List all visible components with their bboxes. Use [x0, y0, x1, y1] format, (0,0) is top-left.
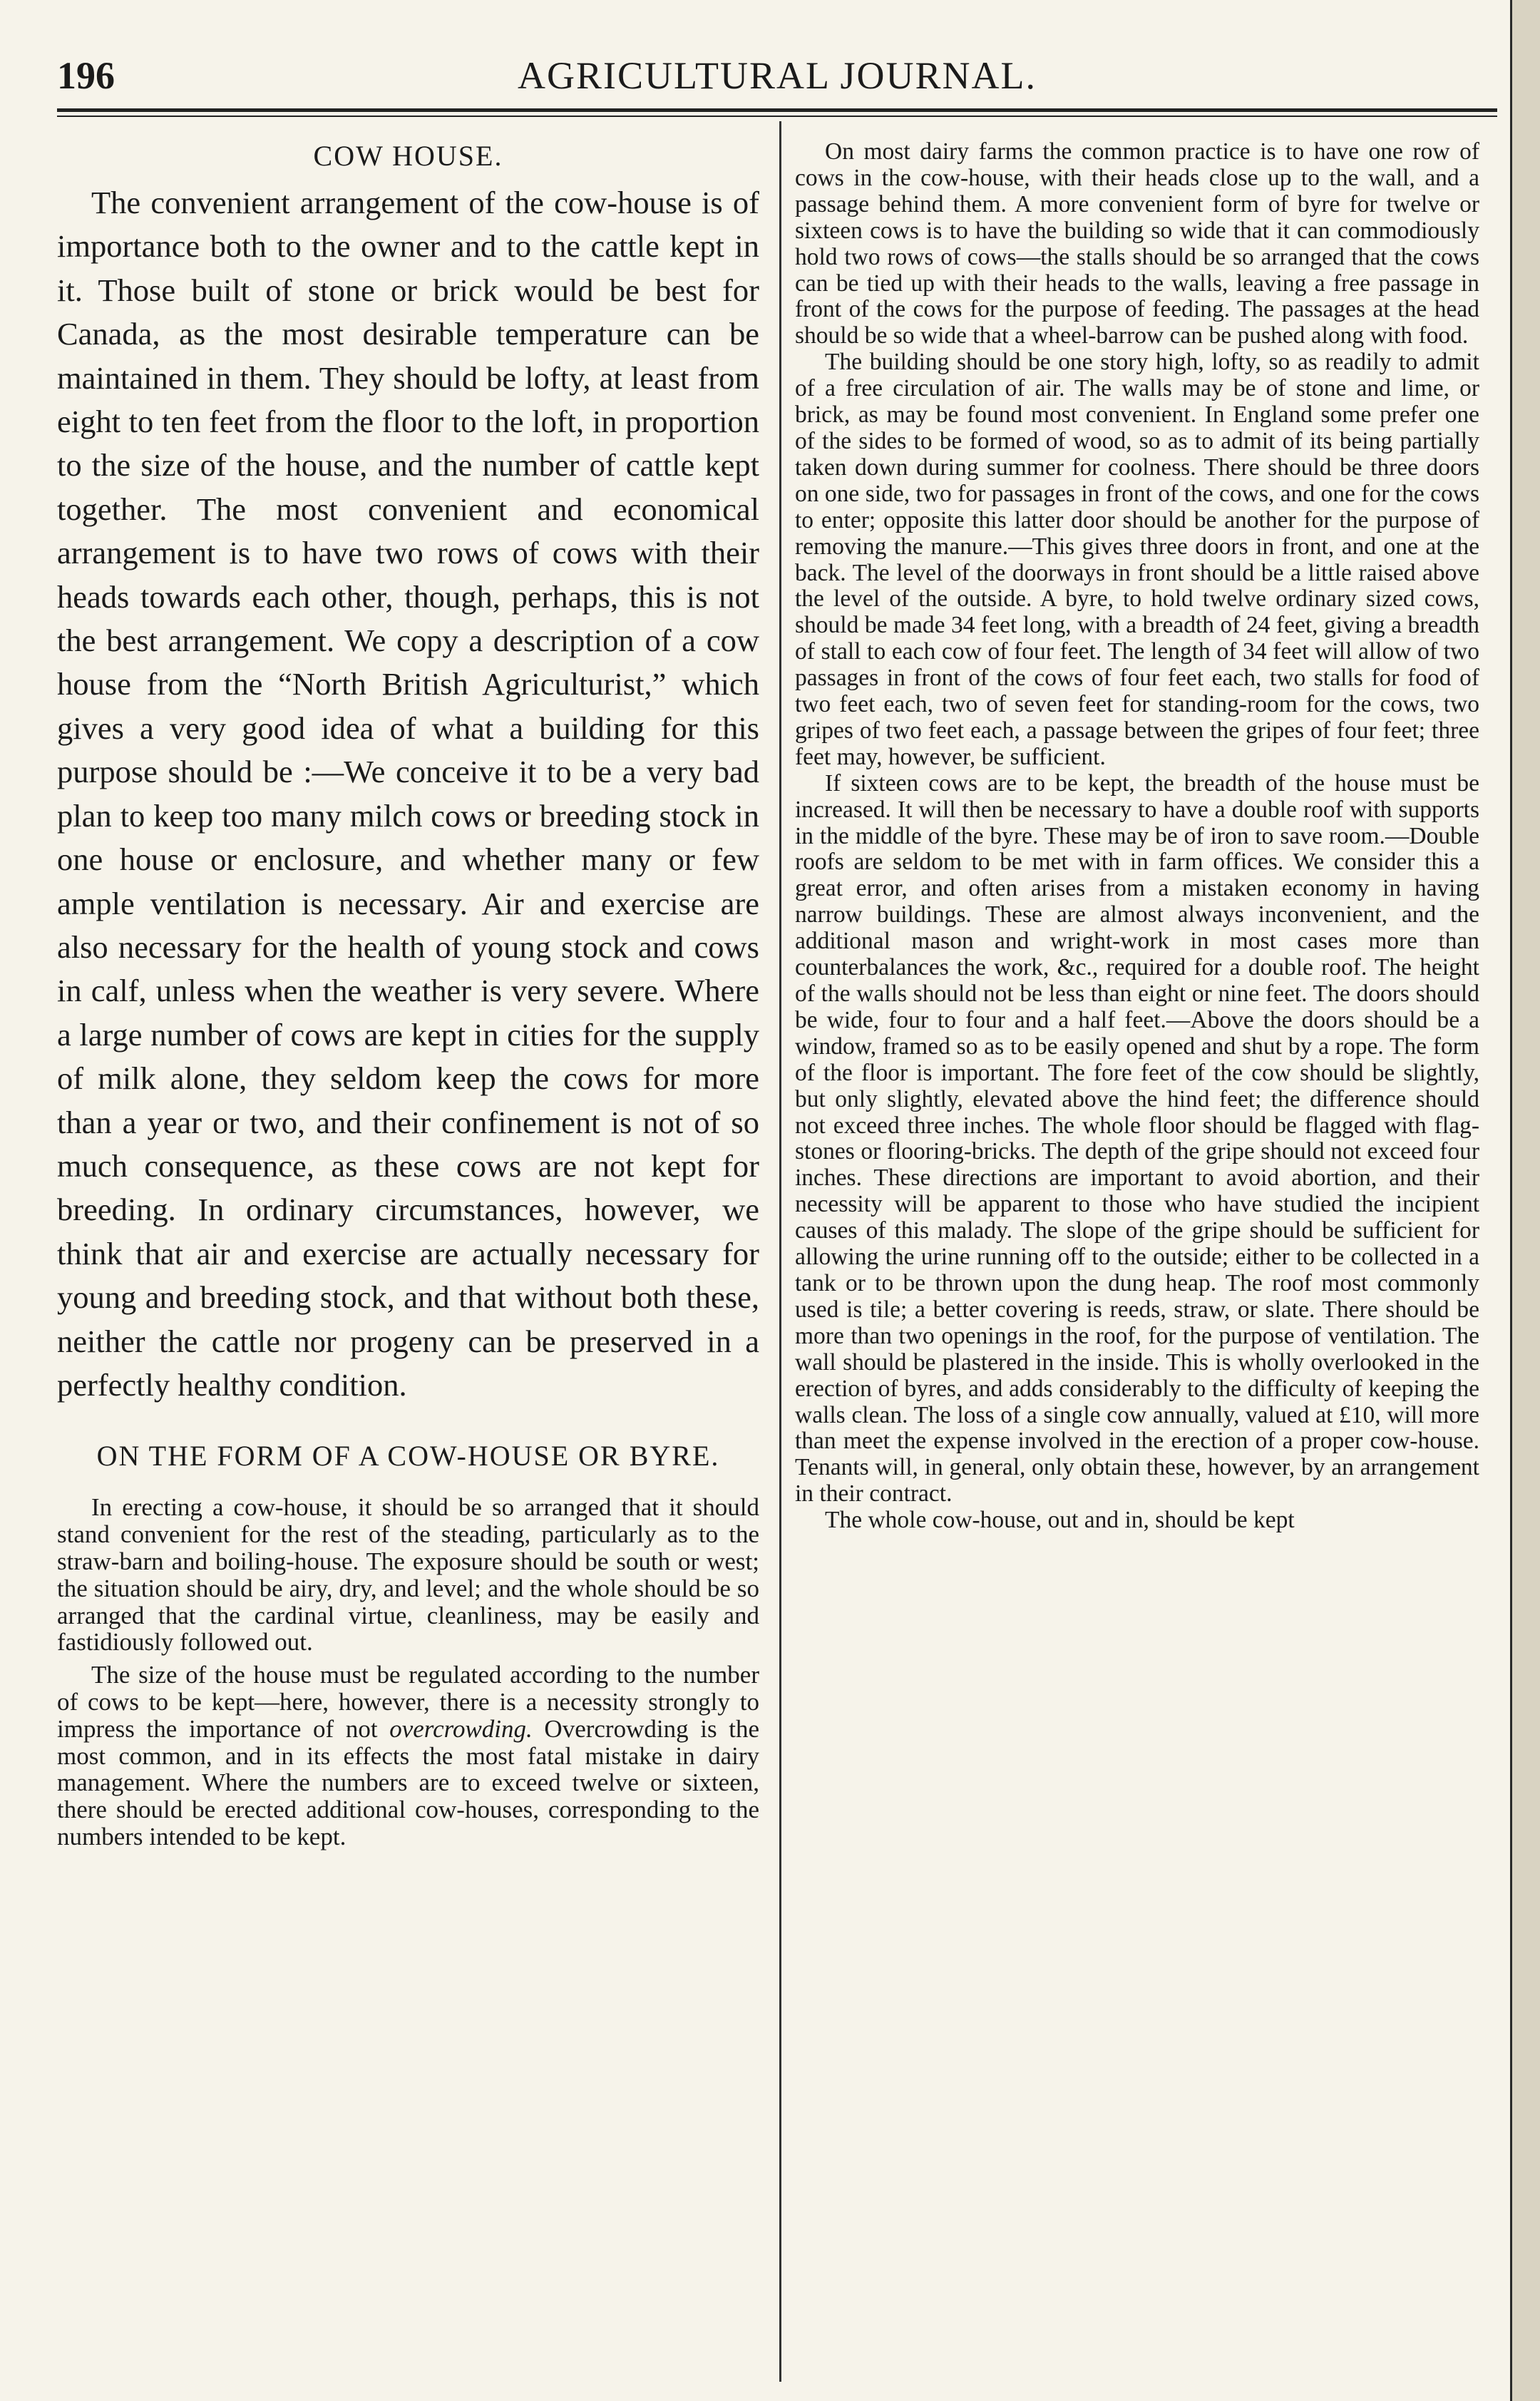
section-title-form-of-cow-house: ON THE FORM OF A COW-HOUSE OR BYRE.	[96, 1440, 720, 1473]
column-divider	[779, 121, 781, 2382]
paragraph-whole-cow-house: The whole cow-house, out and in, should be kept	[825, 1507, 1295, 1534]
running-title: AGRICULTURAL JOURNAL.	[517, 54, 1037, 97]
emphasis-overcrowding: overcrowding.	[389, 1714, 533, 1743]
paragraph-sixteen-cows: If sixteen cows are to be kept, the breadth of the house must be increased. It will then be necessary to have a double roof with supports in the middle of the byre. These may be of iron to save room.—Double roofs are seldom to be met with in farm offices. We consider this a great error, and often arises from a mistaken economy in having narrow buildings. These are almost always inconvenient, and the additional mason and wright-work in most cases more than counterbalances the work, &c., required for a double roof. The height of the walls should not be less than eight or nine feet. The doors should be wide, four to four and a half feet.—Above the doors should be a window, framed so as to be easily opened and shut by a rope. The form of the floor is important. The fore feet of the cow should be slightly, but only slightly, elevated above the hind feet; the difference should not exceed three inches. The whole floor should be flagged with flag-stones or flooring-bricks. The depth of the gripe should not exceed four inches. These directions are important to avoid abortion, and their necessity will be apparent to those who have studied the incipient causes of this malady. The slope of the gripe should be sufficient for allowing the urine running off to the outside; either to be collected in a tank or to be thrown upon the dung heap. The roof most commonly used is tile; a better covering is reeds, straw, or slate. There should be more than two openings in the roof, for the purpose of ventilation. The wall should be plastered in the inside. This is wholly overlooked in the erection of byres, and adds considerably to the difficulty of keeping the walls clean. The loss of a single cow annually, valued at £10, will more than meet the expense involved in the erection of a proper cow-house. Tenants will, in general, only obtain these, however, by an arrangement in their contract.	[795, 769, 1479, 1507]
intro-paragraph: The convenient arrangement of the cow-house is of importance both to the owner and to the cattle kept in it. Those built of stone or brick would be best for Canada, as the most desirable temperature can be maintained in them. They should be lofty, at least from eight to ten feet from the floor to the loft, in proportion to the size of the house, and the number of cattle kept together. The most convenient and economical arrangement is to have two rows of cows with their heads towards each other, though, perhaps, this is not the best arrangement. We copy a description of a cow house from the “North British Agriculturist,” which gives a very good idea of what a building for this purpose should be :—We conceive it to be a very bad plan to keep too many milch cows or breeding stock in one house or enclosure, and whether many or few ample ventilation is necessary. Air and exercise are also necessary for the health of young stock and cows in calf, unless when the weather is very severe. Where a large number of cows are kept in cities for the supply of milk alone, they seldom keep the cows for more than a year or two, and their confinement is not of so much consequence, as these cows are not kept for breeding. In ordinary circumstances, however, we think that air and exercise are actually necessary for young and breeding stock, and that without both these, neither the cattle nor progeny can be preserved in a perfectly healthy condition.	[57, 185, 759, 1403]
section-title-cow-house: COW HOUSE.	[313, 140, 503, 172]
paragraph-size-text-1: The size of the house must be regulated according to the number of cows to be kept—here, however, there is a necessity strongly to impress the importance of not	[57, 1661, 759, 1743]
paragraph-size-text-2: Overcrowding is the most common, and in its effects the most fatal mistake in dairy management. Where the numbers are to exceed twelve or sixteen, there should be erected additional cow-houses, corresponding to the numbers intended to be kept.	[57, 1714, 759, 1850]
paragraph-size-of-house	[57, 1662, 759, 1850]
header-rule-thin	[57, 116, 1497, 117]
left-column	[57, 139, 759, 1856]
paragraph-erecting: In erecting a cow-house, it should be so arranged that it should stand convenient for the rest of the steading, particularly as to the straw-barn and boiling-house. The exposure should be south or west; the situation should be airy, dry, and level; and the whole should be so arranged that the cardinal virtue, cleanliness, may be easily and fastidiously followed out.	[57, 1493, 759, 1657]
page-number: 196	[57, 54, 115, 97]
paragraph-dairy-farms: On most dairy farms the common practice is to have one row of cows in the cow-house, with their heads close up to the wall, and a passage behind them. A more convenient form of byre for twelve or sixteen cows is to have the building so wide that it can commodiously hold two rows of cows—the stalls should be so arranged that the cows can be tied up with their heads to the walls, leaving a free passage in front of the cows for the purpose of feeding. The passages at the head should be so wide that a wheel-barrow can be pushed along with food.	[795, 138, 1479, 349]
right-column	[795, 139, 1479, 1534]
facing-page-edge	[1510, 0, 1540, 2401]
header-rule-thick	[57, 108, 1497, 112]
paragraph-building: The building should be one story high, lofty, so as readily to admit of a free circulation of air. The walls may be of stone and lime, or brick, as may be found most convenient. In England some prefer one of the sides to be formed of wood, so as to admit of its being partially taken down during summer for coolness. There should be three doors on one side, two for passages in front of the cows, and one for the cows to enter; opposite this latter door should be another for the purpose of removing the manure.—This gives three doors in front, and one at the back. The level of the doorways in front should be a little raised above the level of the outside. A byre, to hold twelve ordinary sized cows, should be made 34 feet long, with a breadth of 24 feet, giving a breadth of stall to each cow of four feet. The length of 34 feet will allow of two passages in front of the cows of four feet each, two stalls for food of two feet each, two of seven feet for standing-room for the cows, two gripes of two feet each, a passage between the gripes of four feet; three feet may, however, be sufficient.	[795, 349, 1479, 770]
